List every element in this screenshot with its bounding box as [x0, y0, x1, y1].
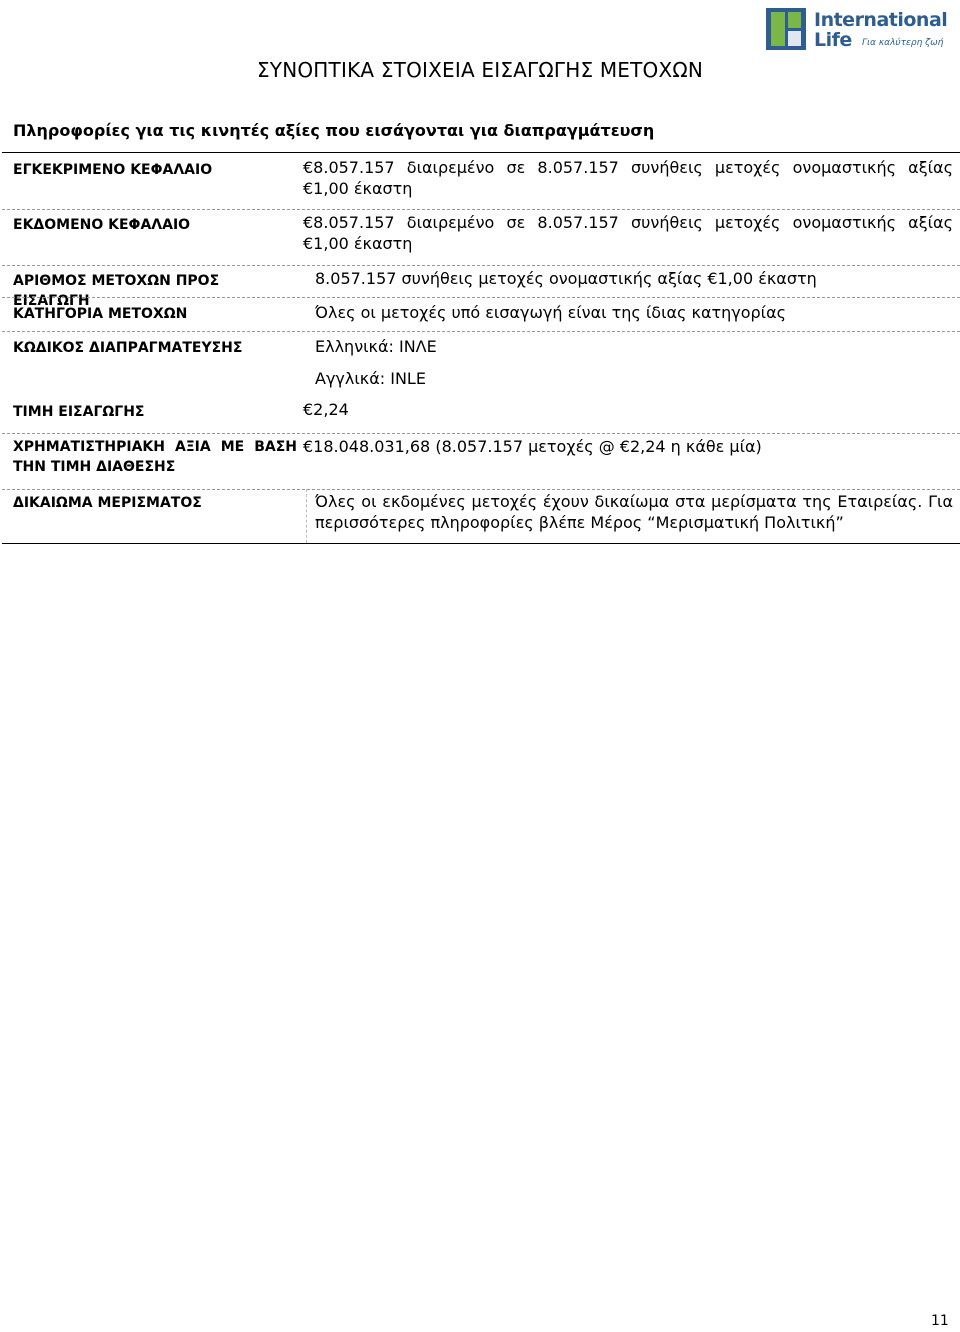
logo-line1: International — [814, 9, 948, 31]
row-value: €2,24 — [303, 400, 349, 419]
row-label: ΕΓΚΕΚΡΙΜΕΝΟ ΚΕΦΑΛΑΙΟ — [13, 162, 213, 178]
row-value: Όλες οι εκδομένες μετοχές έχουν δικαίωμα στα μερίσματα της Εταιρείας. Για περισσότερες πληροφορίες βλέπε Μέρος “Μερισματική Πολιτική” — [315, 492, 953, 532]
table-row-dividend-right — [2, 489, 960, 543]
row-value: Όλες οι μετοχές υπό εισαγωγή είναι της ίδιας κατηγορίας — [315, 303, 787, 322]
row-value: 8.057.157 συνήθεις μετοχές ονομαστικής αξίας €1,00 έκαστη — [315, 269, 817, 288]
section-subtitle: Πληροφορίες για τις κινητές αξίες που εισάγονται για διαπραγμάτευση — [13, 121, 655, 140]
table-row-approved-capital — [2, 153, 960, 209]
row-value-greek: Ελληνικά: ΙΝΛΕ — [315, 337, 437, 356]
page-number: 11 — [931, 1313, 949, 1329]
company-logo — [766, 8, 946, 52]
column-divider — [306, 489, 307, 543]
logo-mark-icon — [766, 8, 806, 50]
table-row-issued-capital — [2, 209, 960, 265]
page-title: ΣΥΝΟΠΤΙΚΑ ΣΤΟΙΧΕΙΑ ΕΙΣΑΓΩΓΗΣ ΜΕΤΟΧΩΝ — [256, 58, 704, 82]
row-label: ΔΙΚΑΙΩΜΑ ΜΕΡΙΣΜΑΤΟΣ — [13, 495, 202, 511]
logo-line2: Life — [814, 29, 852, 51]
table-row-listing-price — [2, 399, 960, 431]
table-row-share-class — [2, 297, 960, 331]
row-value: €18.048.031,68 (8.057.157 μετοχές @ €2,24 η κάθε μία) — [303, 437, 762, 456]
row-label: ΕΚΔΟΜΕΝΟ ΚΕΦΑΛΑΙΟ — [13, 217, 191, 233]
table-row-trading-code — [2, 331, 960, 399]
row-label: ΤΙΜΗ ΕΙΣΑΓΩΓΗΣ — [13, 404, 145, 420]
row-label: ΑΡΙΘΜΟΣ ΜΕΤΟΧΩΝ ΠΡΟΣ ΕΙΣΑΓΩΓΗ — [13, 273, 220, 309]
row-value: €8.057.157 διαιρεμένο σε 8.057.157 συνήθεις μετοχές ονομαστικής αξίας €1,00 έκαστη — [303, 158, 953, 198]
table-row-market-value — [2, 433, 960, 489]
row-value: €8.057.157 διαιρεμένο σε 8.057.157 συνήθεις μετοχές ονομαστικής αξίας €1,00 έκαστη — [303, 213, 953, 253]
row-label: ΧΡΗΜΑΤΙΣΤΗΡΙΑΚΗ ΑΞΙΑ ΜΕ ΒΑΣΗ ΤΗΝ ΤΙΜΗ ΔΙΑΘΕΣΗΣ — [13, 439, 297, 475]
summary-table — [2, 152, 960, 544]
logo-tagline: Για καλύτερη ζωή — [862, 38, 944, 48]
table-row-shares-for-listing — [2, 265, 960, 309]
row-label: ΚΩΔΙΚΟΣ ΔΙΑΠΡΑΓΜΑΤΕΥΣΗΣ — [13, 340, 243, 356]
row-label: ΚΑΤΗΓΟΡΙΑ ΜΕΤΟΧΩΝ — [13, 306, 188, 322]
row-value-english: Αγγλικά: INLE — [315, 369, 426, 388]
